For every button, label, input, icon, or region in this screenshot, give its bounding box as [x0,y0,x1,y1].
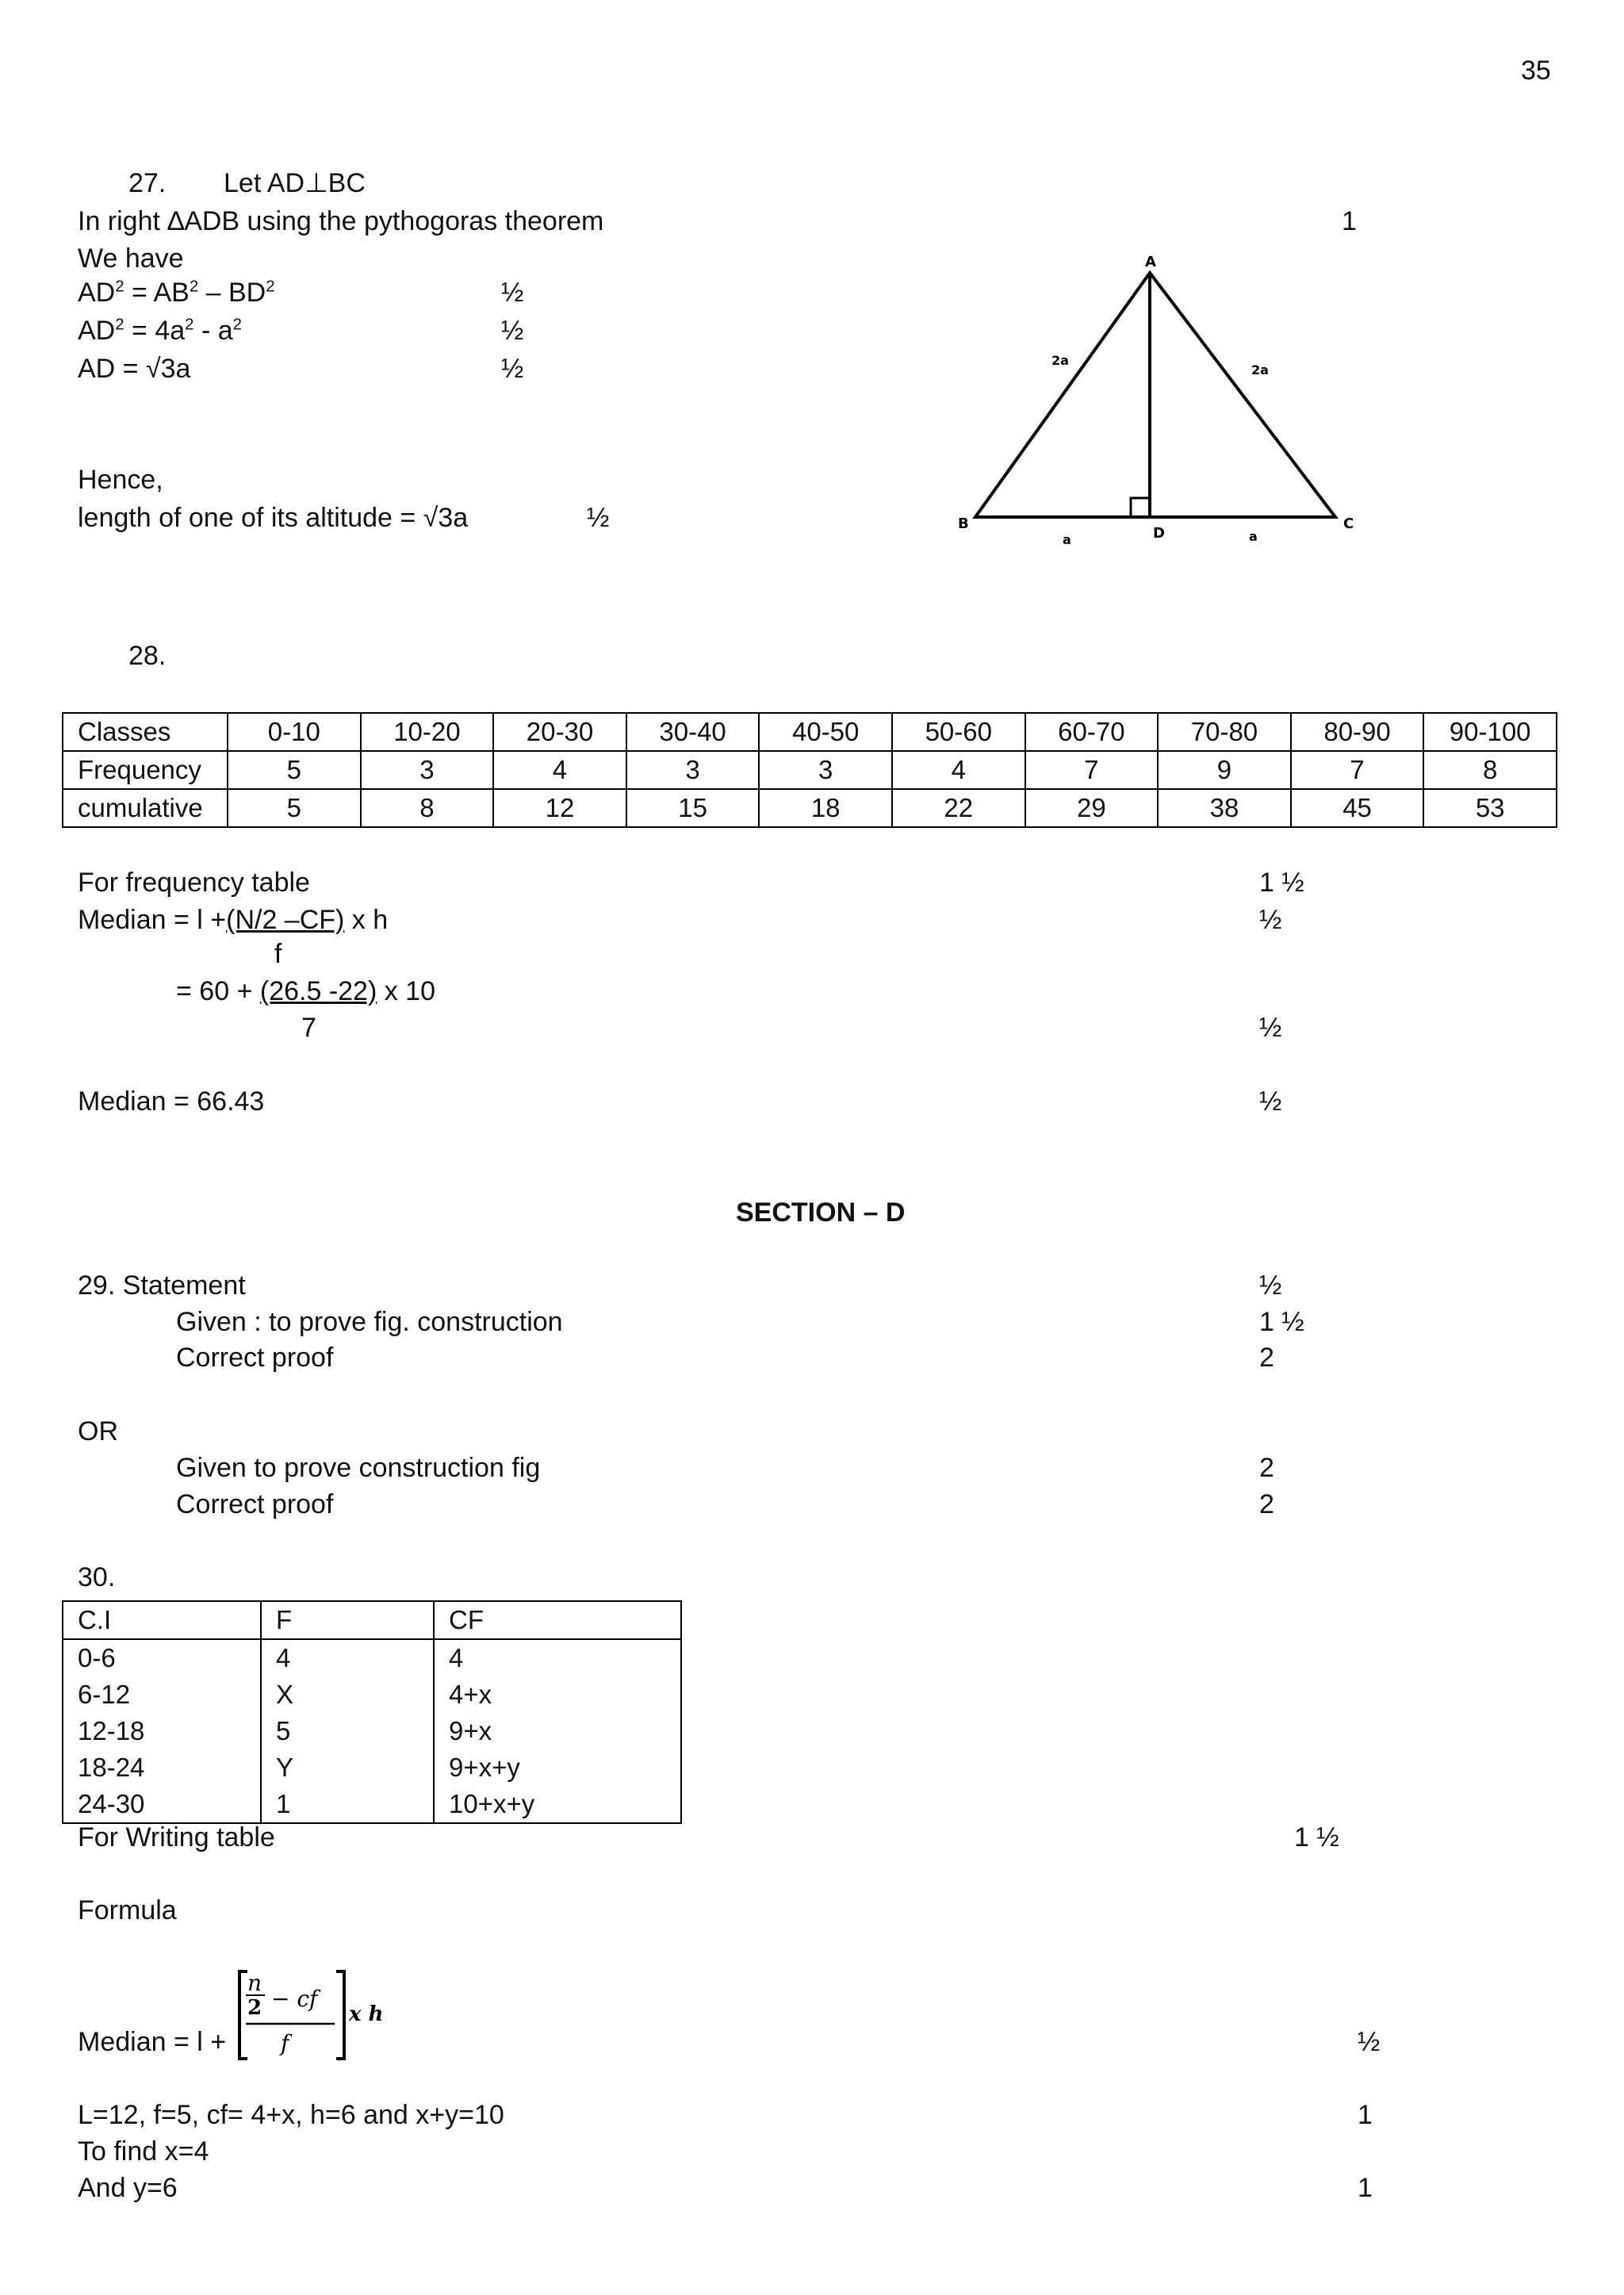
freq-table-cell: 10-20 [361,713,494,751]
q27-eq2: $AD^2 = 4a^2 - a^2$ [78,316,242,346]
q30-values: L=12, f=5, cf= 4+x, h=6 and x+y=10 [78,2100,504,2130]
vertex-b-label: B [958,515,969,532]
ci-table-cell: 4 [261,1639,434,1676]
freq-table-cell: 5 [228,789,361,827]
freq-table-cell: 90-100 [1423,713,1557,751]
ci-table-cell: 0-6 [63,1639,261,1676]
q30-find-mark: 1 [1358,2173,1373,2203]
q30-values-mark: 1 [1358,2100,1373,2130]
freq-table-cell: 50-60 [892,713,1025,751]
vertex-c-label: C [1343,515,1354,532]
freq-table-cell: 45 [1291,789,1424,827]
q30-formula-label: Formula [78,1895,177,1925]
ci-table-cell: 9+x+y [434,1749,681,1786]
side-ac-label: 2a [1251,362,1269,377]
q27-eq3-mark: ½ [501,354,524,384]
freq-table-cell: 9 [1158,751,1291,789]
freq-table-cell: 4 [493,751,626,789]
ci-table-cell: 18-24 [63,1749,261,1786]
median-formula-image [236,1962,395,2065]
q30-class-interval-table [62,1600,682,1824]
q28-number: 28. [128,641,167,671]
ci-table-cell: 10+x+y [434,1786,681,1823]
q28-median-formula: Median = l +(N/2 –CF) x h [78,905,389,935]
freq-table-cell: 3 [626,751,760,789]
freq-table-cell: 8 [1423,751,1557,789]
ci-table-row [63,1713,681,1749]
q27-eq3: AD = √3a [78,354,191,384]
freq-table-cell: 7 [1291,751,1424,789]
freq-table-cell: 15 [626,789,760,827]
freq-table-cell: 38 [1158,789,1291,827]
q27-hence: Hence, [78,465,163,495]
freq-row-label: Frequency [63,751,228,789]
foot-d-label: D [1153,525,1165,542]
q30-number: 30. [78,1562,116,1592]
vertex-a-label: A [1145,254,1156,270]
ci-header-row [63,1601,681,1639]
ci-table-cell: 4+x [434,1676,681,1713]
q28-sub-den: 7 [301,1013,316,1043]
q27-mark1: 1 [1342,206,1357,236]
ci-table-cell: 1 [261,1786,434,1823]
q28-median-mark: ½ [1259,905,1282,935]
freq-table-cell: 80-90 [1291,713,1424,751]
q29-given: Given : to prove fig. construction [176,1307,563,1337]
ci-table-cell: 6-12 [63,1676,261,1713]
q29-head: 29. Statement [78,1270,246,1301]
q27-eq1: $AD^2 = AB^2 - BD^2$ [78,278,275,308]
freq-table-cell: 60-70 [1025,713,1159,751]
formula-xh: x h [349,2002,384,2026]
freq-table-row [63,751,1557,789]
q29-given2-mark: 2 [1259,1453,1274,1483]
ci-table-cell: Y [261,1749,434,1786]
q29-given2: Given to prove construction fig [176,1453,541,1483]
triangle-figure [944,246,1372,555]
freq-table-cell: 70-80 [1158,713,1291,751]
ci-table-cell: 9+x [434,1713,681,1749]
ci-table-cell: 12-18 [63,1713,261,1749]
freq-table-cell: 22 [892,789,1025,827]
section-d-heading: SECTION – D [736,1197,906,1228]
q28-for-freq: For frequency table [78,868,310,898]
q27-eq2-mark: ½ [501,316,524,346]
freq-table-row [63,713,1557,751]
freq-table-cell: 53 [1423,789,1557,827]
q30-writing: For Writing table [78,1822,275,1852]
ci-table-row [63,1639,681,1676]
freq-table-cell: 40-50 [759,713,892,751]
q30-median-mark: ½ [1358,2027,1381,2057]
q29-proof2-mark: 2 [1259,1489,1274,1519]
right-angle-marker [1131,498,1150,517]
q28-frequency-table [62,712,1557,828]
freq-table-cell: 7 [1025,751,1159,789]
formula-n: n [247,1970,262,1996]
formula-f: f [281,2030,289,2056]
ci-table-row [63,1786,681,1823]
ci-header-cell: F [261,1601,434,1639]
q29-given-mark: 1 ½ [1259,1307,1304,1337]
freq-table-cell: 0-10 [228,713,361,751]
freq-table-cell: 29 [1025,789,1159,827]
freq-table-cell: 3 [361,751,494,789]
freq-table-cell: 20-30 [493,713,626,751]
q27-altitude-mark: ½ [587,503,610,533]
q27-altitude: length of one of its altitude = √3a [78,503,469,533]
ci-table-cell: 5 [261,1713,434,1749]
q30-median-label: Median = l + [78,2027,227,2057]
freq-row-label: cumulative [63,789,228,827]
freq-table-cell: 5 [228,751,361,789]
q28-substitution: = 60 + (26.5 -22) x 10 [176,976,435,1006]
ci-header-cell: CF [434,1601,681,1639]
q29-proof2: Correct proof [176,1489,334,1519]
freq-table-cell: 12 [493,789,626,827]
q28-for-freq-mark: 1 ½ [1259,868,1304,898]
freq-table-row [63,789,1557,827]
segment-bd-label: a [1063,532,1071,547]
freq-table-cell: 30-40 [626,713,760,751]
freq-row-label: Classes [63,713,228,751]
formula-minus-cf: − cf [271,1986,318,2012]
q28-result: Median = 66.43 [78,1086,265,1117]
freq-table-cell: 18 [759,789,892,827]
q28-result-mark: ½ [1259,1086,1282,1117]
ci-table-cell: 4 [434,1639,681,1676]
q30-find-x: To find x=4 [78,2136,209,2167]
q27-title: Let AD⊥BC [224,168,366,198]
q27-line2: We have [78,243,184,274]
q30-find-y: And y=6 [78,2173,178,2203]
q27-eq1-mark: ½ [501,278,524,308]
ci-table-cell: 24-30 [63,1786,261,1823]
ci-table-row [63,1676,681,1713]
q29-head-mark: ½ [1259,1270,1282,1301]
ci-table-cell: X [261,1676,434,1713]
segment-dc-label: a [1249,529,1258,544]
formula-two: 2 [247,1996,262,2020]
page-number: 35 [1521,56,1551,86]
side-ab-label: 2a [1051,353,1069,368]
ci-table-row [63,1749,681,1786]
q28-median-den: f [274,939,282,969]
freq-table-cell: 3 [759,751,892,789]
q28-sub-mark: ½ [1259,1013,1282,1043]
q29-or: OR [78,1416,118,1446]
freq-table-cell: 8 [361,789,494,827]
q29-proof-mark: 2 [1259,1343,1274,1373]
q29-proof: Correct proof [176,1343,334,1373]
ci-header-cell: C.I [63,1601,261,1639]
freq-table-cell: 4 [892,751,1025,789]
q30-writing-mark: 1 ½ [1294,1822,1339,1852]
q27-line1: In right ∆ADB using the pythogoras theorem [78,206,604,236]
q27-number: 27. [128,168,167,198]
